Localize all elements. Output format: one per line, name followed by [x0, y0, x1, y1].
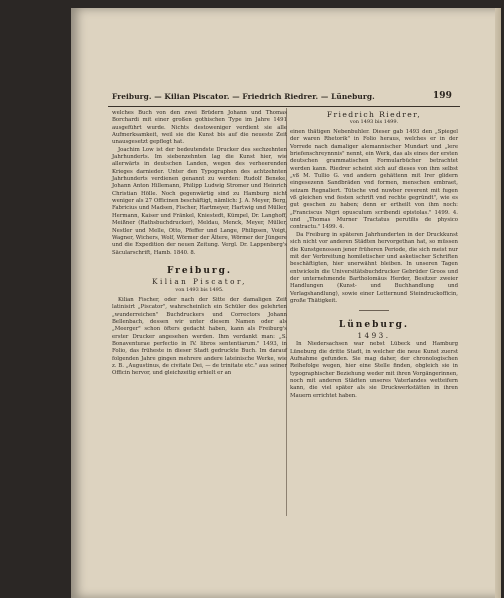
- running-title: Freiburg. — Kilian Piscator. — Friedrich Riedrer. — Lüneburg.: [112, 92, 375, 101]
- header-rule: [108, 106, 460, 107]
- section-subheading-piscator: Kilian Piscator,: [152, 276, 247, 286]
- left-column: [112, 110, 287, 378]
- section-separator: [359, 310, 389, 311]
- right-column: [290, 110, 458, 400]
- section-heading-freiburg: Freiburg.: [166, 265, 233, 276]
- section-dates-riedrer: von 1493 bis 1499.: [349, 119, 399, 125]
- right-paragraph: einen thätigen Nebenbuhler. Dieser gab 1493 den „Spiegel der waren Rhetorik" in Folio heraus, welches er in der Vorrede nach damaliger alemannischer Mundart und „lere briefenschreynnnis" nennt, ein Werk, das als eines der ersten deutschen grammatischen Formularbücher betrachtet werden kann. Riedrer scheint sich auf dieses von ihm selbst „vß M. Tullio G. vnd andern gehättenn mit Irer glidern eingesezenn Sandbräden vnd formen, menschen embraet, seizam Regnaliert. Tütsche vnd nuwber reverent mit fugen vß gleichen vnd festen schrift vnd rechte gegründt", wie es gut geschen zu haben; denn er ertheilt von ihm noch: „Franciscus Nigri opusculum scribendi epistolas." 1499. 4. und „Thomas Murner Tractatus perutilis de physico contractu." 1499. 4.: [290, 129, 458, 231]
- running-head: [108, 88, 460, 106]
- section-dates-piscator: von 1493 bis 1495.: [175, 286, 224, 293]
- section-heading-lueneburg: Lüneburg.: [338, 320, 410, 331]
- section-year-lueneburg: 1493.: [357, 331, 391, 341]
- left-section-paragraph: Kilian Fischer, oder nach der Sitte der damaligen Zeit latinisirt „Piscator", wahrscheinlich ein Schüler des gelehrten „wunderreichen" Buchdruckers und Correctors Johann Bellenbach, dessen wir unter diesem Namen oder als „Meerger" schon öfters gedacht haben, kann als Freiburg's erster Drucker angesehen werden. Ihm verdankt man: „S. Bonaventurae perfectio in IV. libros sententiarum." 1493, in Folio, das früheste in dieser Stadt gedruckte Buch. Im darauf folgenden Jahre gingen mehrere andere lateinische Werke, wie z. B. „Augustinus, de civitate Dei, — de trinitate etc." aus seiner Officin hervor, und gleichzeitig erhielt er an: [112, 296, 287, 377]
- page-edge: [495, 8, 501, 598]
- page-number: 199: [432, 91, 452, 101]
- left-paragraph: welches Buch von den zwei Brüdern Johann und Thomas Borchardi mit einer großen gothischen Type im Jahre 1491 ausgeführt wurde. Nichts destoweniger verdient sie alle Aufmerksamkeit, weil sie die Kunst bis auf die neueste Zeit unausgesetzt gepflegt hat.: [112, 110, 287, 146]
- left-paragraph: Joachim Low ist der bedeutendste Drucker des sechzehnten Jahrhunderts. Im siebenzehnten lag die Kunst hier, wie allerwärts in deutschen Landen, wegen des verheerenden Krieges darnieder. Unter den Typographen des achtzehnten Jahrhunderts verdienen genannt zu werden: Rudolf Beneke, Johann Anton Hillemann, Philipp Ludwig Stromer und Heinrich Christian Hölle. Noch gegenwärtig sind zu Hamburg nicht weniger als 27 Officinen beschäftigt, nämlich: J. A. Meyer, Berg, Fabricius und Madsen, Fischer, Hartmeyer, Hartwig und Müller, Hermann, Kaiser und Fränkel, Kniestedt, Kümpel, Dr. Langhoff, Meißner (Rathsbuchdrucker), Meldau, Menck, Meyer, Müller, Nestler und Melle, Otto, Pfeffer und Lange, Philipsen, Voigt, Wagner, Wichers, Wolf, Wörmer der Ältere, Wörmer der Jüngere und die Expedition der neuen Zeitung. Vergl. Dr. Lappenberg's Säcularschrift, Hamb. 1840. 8.: [112, 146, 287, 256]
- right-paragraph: Da Freiburg in späteren Jahrhunderten in der Druckkunst sich nicht vor anderen Städten hervorgethan hat, so müssen die Kunstgenossen jener früheren Periode, die sich meist nur mit der Verbreitung homiletischer und asketischer Schriften beschäftigten, hier unerwähnt bleiben. In unseren Tagen entwickeln die Universitätsbuchdrucker Gebrüder Groos und der unternehmende Bartholomäus Herder, Besitzer zweier Handlungen (Kunst- und Buchhandlung und Verlagshandlung), sowie einer Letternund Steindruckofficin, große Thätigkeit.: [290, 231, 458, 304]
- section-subheading-riedrer: Friedrich Riedrer,: [326, 110, 422, 119]
- right-section-paragraph: In Niedersachsen war nebst Lübeck und Hamburg Lüneburg die dritte Stadt, in welcher die neue Kunst zuerst Aufnahme gefunden. Sie mag daher, der chronologischen Reihefolge wegen, hier eine Stelle finden, obgleich sie in typographischer Beziehung weder mit ihren Vorgängerinnen, noch mit anderen Städten unseres Vaterlandes wetteifern kann, die viel später als sie Druckwerkstätten in ihren Mauern errichtet haben.: [290, 341, 458, 399]
